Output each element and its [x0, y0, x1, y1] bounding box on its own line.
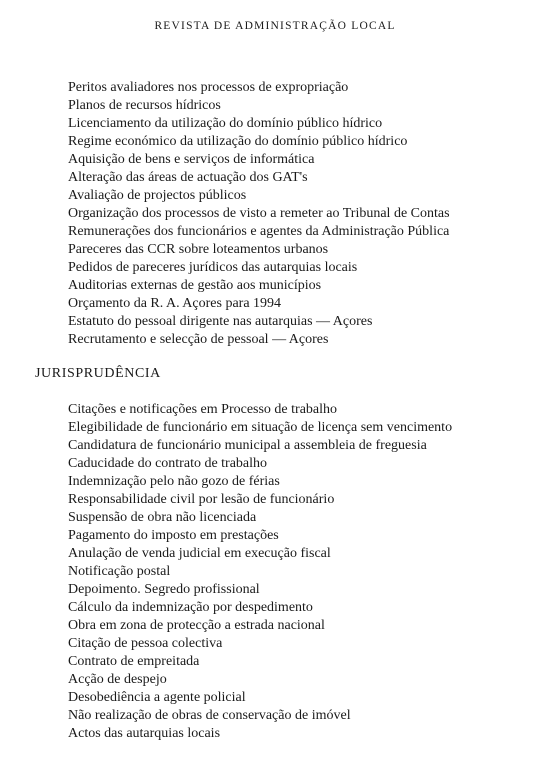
list-item: Responsabilidade civil por lesão de funcionário	[68, 492, 335, 507]
section-heading: JURISPRUDÊNCIA	[35, 366, 161, 381]
list-item: Pareceres das CCR sobre loteamentos urbanos	[68, 242, 329, 257]
list-item: Pagamento do imposto em prestações	[68, 528, 279, 543]
list-item: Orçamento da R. A. Açores para 1994	[68, 296, 282, 311]
list-item: Anulação de venda judicial em execução fiscal	[68, 546, 331, 561]
list-item: Recrutamento e selecção de pessoal — Açores	[68, 332, 329, 347]
list-item: Citações e notificações em Processo de trabalho	[68, 402, 338, 417]
list-item: Pedidos de pareceres jurídicos das autarquias locais	[68, 260, 358, 275]
list-item: Candidatura de funcionário municipal a assembleia de freguesia	[68, 438, 427, 453]
list-item: Caducidade do contrato de trabalho	[68, 456, 268, 471]
list-item: Não realização de obras de conservação de imóvel	[68, 708, 351, 723]
list-item: Licenciamento da utilização do domínio público hídrico	[68, 116, 383, 131]
list-item: Aquisição de bens e serviços de informática	[68, 152, 315, 167]
list-item: Contrato de empreitada	[68, 654, 200, 669]
list-item: Organização dos processos de visto a remeter ao Tribunal de Contas	[68, 206, 450, 221]
list-item: Depoimento. Segredo profissional	[68, 582, 260, 597]
list-item: Obra em zona de protecção a estrada nacional	[68, 618, 325, 633]
list-item: Remunerações dos funcionários e agentes da Administração Pública	[68, 224, 450, 239]
list-item: Avaliação de projectos públicos	[68, 188, 247, 203]
topic-list	[68, 79, 450, 349]
list-item: Acção de despejo	[68, 672, 167, 687]
list-item: Notificação postal	[68, 564, 171, 579]
running-head: REVISTA DE ADMINISTRAÇÃO LOCAL	[154, 20, 396, 32]
jurisprudence-list	[68, 401, 452, 743]
list-item: Indemnização pelo não gozo de férias	[68, 474, 280, 489]
list-item: Estatuto do pessoal dirigente nas autarquias — Açores	[68, 314, 373, 329]
list-item: Desobediência a agente policial	[68, 690, 246, 705]
list-item: Elegibilidade de funcionário em situação de licença sem vencimento	[68, 420, 453, 435]
list-item: Suspensão de obra não licenciada	[68, 510, 257, 525]
list-item: Regime económico da utilização do domínio público hídrico	[68, 134, 408, 149]
list-item: Actos das autarquias locais	[68, 726, 221, 741]
list-item: Citação de pessoa colectiva	[68, 636, 223, 651]
list-item: Peritos avaliadores nos processos de expropriação	[68, 80, 349, 95]
list-item: Auditorias externas de gestão aos municípios	[68, 278, 322, 293]
list-item: Planos de recursos hídricos	[68, 98, 221, 113]
list-item: Alteração das áreas de actuação dos GAT's	[68, 170, 308, 185]
list-item: Cálculo da indemnização por despedimento	[68, 600, 313, 615]
